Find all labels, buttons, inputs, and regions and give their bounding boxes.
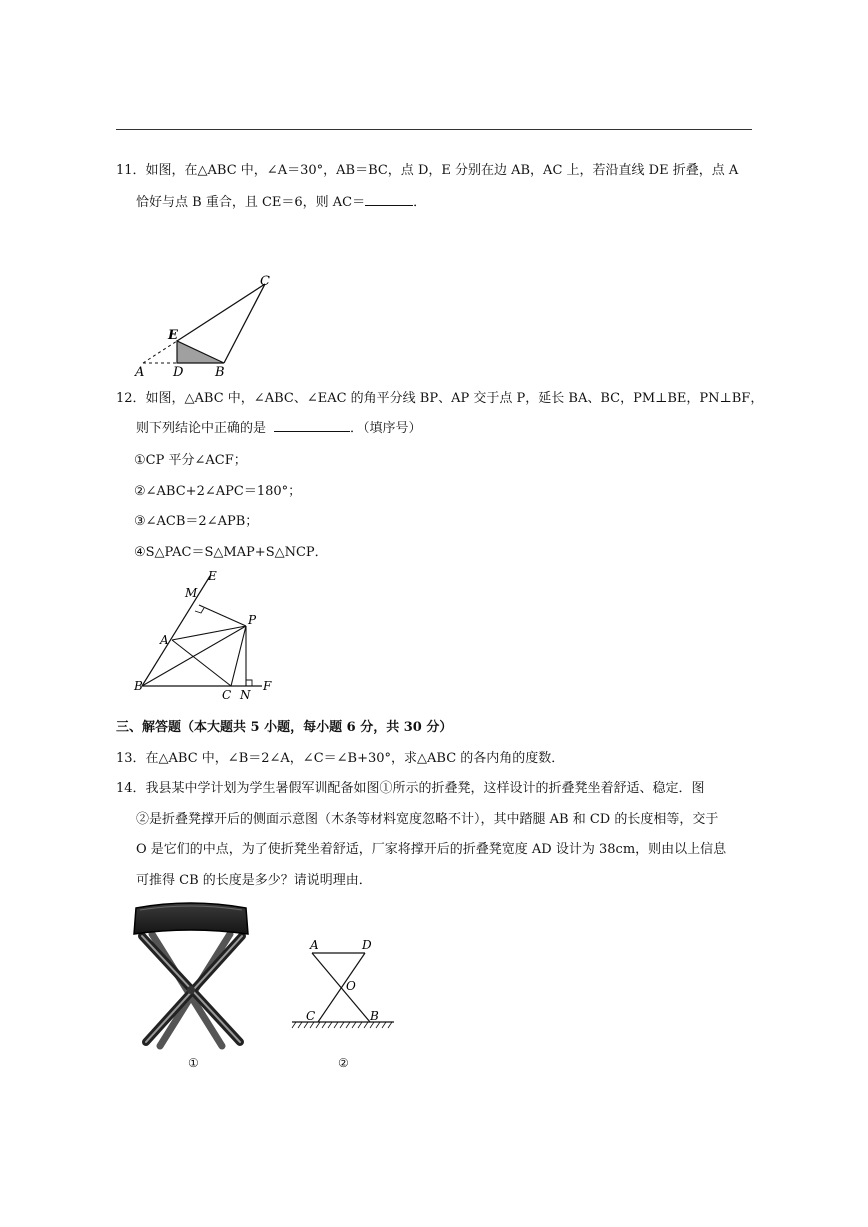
q12-option-1: ①CP 平分∠ACF； xyxy=(134,453,247,468)
q14-stool-image xyxy=(130,896,252,1054)
q14-label-c: C xyxy=(306,1009,316,1023)
q12-answer-blank[interactable] xyxy=(274,419,350,432)
q12-line2 xyxy=(136,417,422,436)
q12-line2-text: 则下列结论中正确的是 xyxy=(136,421,267,436)
q12-line2-end: ．（填序号） xyxy=(350,421,422,436)
q12-label-e: E xyxy=(208,569,217,583)
q12-segment-cp xyxy=(231,626,246,686)
q14-caption-1: ① xyxy=(188,1056,199,1070)
q12-option-3: ③∠ACB＝2∠APB； xyxy=(134,514,259,529)
q12-right-angle-n xyxy=(246,680,252,686)
q11-line2-text: 恰好与点 B 重合，且 CE＝6，则 AC＝ xyxy=(136,195,366,210)
q12-figure xyxy=(128,566,278,704)
stool-pivot xyxy=(187,986,195,994)
q14-line4: 可推得 CB 的长度是多少？请说明理由． xyxy=(136,873,372,888)
header-rule xyxy=(116,129,752,130)
q11-shaded-triangle xyxy=(177,341,224,363)
q12-ray-be xyxy=(142,576,210,686)
q12-option-2: ②∠ABC+2∠APC＝180°； xyxy=(134,484,302,499)
q13-text: 13．在△ABC 中，∠B＝2∠A，∠C＝∠B+30°，求△ABC 的各内角的度数． xyxy=(116,751,565,766)
q11-segment-ec xyxy=(177,284,265,341)
q14-caption-2: ② xyxy=(338,1056,349,1070)
q12-line1: 12．如图，△ABC 中，∠ABC、∠EAC 的角平分线 BP、AP 交于点 P，延长 BA、BC，PM⊥BE，PN⊥BF， xyxy=(116,391,764,406)
q12-label-a: A xyxy=(160,633,169,647)
q12-label-f: F xyxy=(263,679,272,693)
q14-label-a: A xyxy=(310,938,319,952)
q11-line2 xyxy=(136,191,426,210)
q12-label-c: C xyxy=(222,688,232,702)
q11-answer-blank[interactable] xyxy=(365,193,413,206)
q11-label-c: C xyxy=(260,274,270,289)
q11-figure xyxy=(128,268,278,380)
q11-label-d: D xyxy=(173,365,184,380)
q12-segment-bp xyxy=(142,626,246,686)
q14-label-o: O xyxy=(346,979,356,993)
section3-title: 三、解答题（本大题共 5 小题，每小题 6 分，共 30 分） xyxy=(116,720,453,735)
q11-line1: 11．如图，在△ABC 中，∠A＝30°，AB＝BC，点 D，E 分别在边 AB，AC 上，若沿直线 DE 折叠，点 A xyxy=(116,163,739,178)
q12-right-angle-m xyxy=(195,608,204,613)
q11-dashed-ae xyxy=(143,341,177,363)
q14-segment-dc xyxy=(318,953,365,1022)
q11-line2-end: ． xyxy=(413,195,427,210)
q14-line2: ②是折叠凳撑开后的侧面示意图（木条等材料宽度忽略不计），其中踏腿 AB 和 CD 的长度相等，交于 xyxy=(136,812,719,827)
stool-seat xyxy=(134,903,248,934)
q11-label-e: E xyxy=(168,328,178,343)
q12-segment-pm xyxy=(199,605,246,626)
q11-label-b: B xyxy=(215,365,225,380)
q14-label-b: B xyxy=(370,1009,379,1023)
q14-line3: O 是它们的中点，为了使折凳坐着舒适，厂家将撑开后的折叠凳宽度 AD 设计为 38cm，则由以上信息 xyxy=(136,842,727,857)
q14-side-diagram xyxy=(290,934,398,1032)
q12-label-m: M xyxy=(185,586,198,600)
q11-label-a: A xyxy=(135,365,145,380)
q11-segment-bc xyxy=(224,284,265,363)
q12-label-n: N xyxy=(240,688,251,702)
q14-label-d: D xyxy=(362,938,372,952)
q12-option-4: ④S△PAC＝S△MAP+S△NCP． xyxy=(134,545,328,560)
q12-label-p: P xyxy=(248,613,257,627)
q14-line1: 14．我县某中学计划为学生暑假军训配备如图①所示的折叠凳，这样设计的折叠凳坐着舒适、稳定．图 xyxy=(116,781,705,796)
q12-label-b: B xyxy=(134,679,143,693)
